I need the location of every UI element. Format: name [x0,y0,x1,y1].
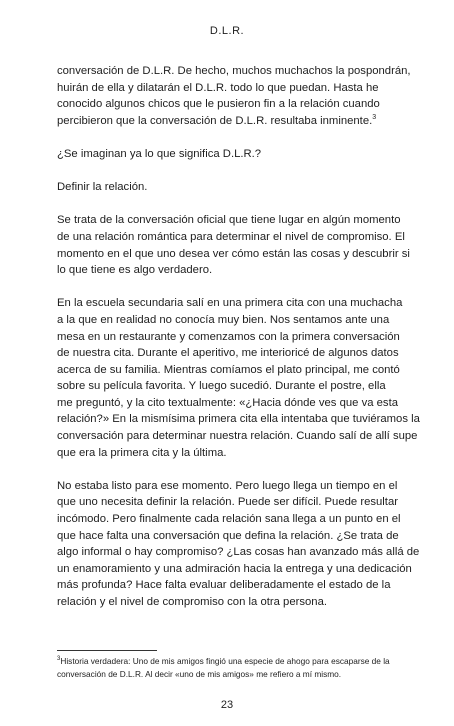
text-line: que era la primera cita y la última. [57,446,227,459]
text-line: de una relación romántica para determinar el nivel de compromiso. El [57,230,405,243]
page-number: 23 [220,699,234,711]
paragraph-2 [57,146,413,163]
text-line: que uno necesita definir la relación. Puede ser difícil. Puede resultar [57,496,398,509]
footnote-marker: 3 [57,656,61,663]
paragraph-1 [57,63,413,129]
running-header: D.L.R. [209,25,245,37]
text-line: conversación para determinar nuestra relación. Cuando salí de allí supe [57,430,418,443]
text-line: algo informal o hay compromiso? ¿Las cosas han avanzado más allá de [57,546,420,559]
text-line: No estaba listo para ese momento. Pero luego llega un tiempo en el [57,479,398,492]
text-line: que hace falta una conversación que defina la relación. ¿Se trata de [57,529,399,542]
footnote [57,655,427,681]
text-line: En la escuela secundaria salí en una primera cita con una muchacha [57,297,403,310]
text-line: ¿Se imaginan ya lo que significa D.L.R.? [57,147,262,160]
paragraph-3 [57,179,413,196]
text-line: a la que en realidad no conocía muy bien. Nos sentamos ante una [57,313,390,326]
body-text [57,63,420,627]
text-line: relación y el nivel de compromiso con la otra persona. [57,596,328,608]
text-line: huirán de ella y dilatarán el D.L.R. todo lo que puedan. Hasta he [57,81,379,94]
text-line: acerca de su familia. Mientras comíamos el plato principal, me contó [57,363,400,376]
text-line: incómodo. Pero finalmente cada relación sana llega a un punto en el [57,513,401,526]
paragraph-4 [57,212,413,278]
text-line: me preguntó, y la cito textualmente: «¿Hacia dónde ves que va esta [57,396,398,409]
text-line: conocido algunos chicos que le pusieron fin a la relación cuando [57,98,380,111]
text-line: relación?» En la mismísima primera cita ella intentaba que tuviéramos la [57,413,420,426]
footnote-line [57,655,427,668]
text-line: mesa en un restaurante y comenzamos con la primera conversación [57,330,400,343]
text-line: Se trata de la conversación oficial que tiene lugar en algún momento [57,214,401,227]
text-line: momento en el que uno desea ver cómo están las cosas y descubrir si [57,247,410,260]
text-line: de nuestra cita. Durante el aperitivo, me interioricé de algunos datos [57,347,399,360]
text-line: percibieron que la conversación de D.L.R. resultaba inminente. [57,114,373,127]
text-line-with-footnote [57,113,413,130]
footnote-divider [57,650,157,651]
footnote-line: conversación de D.L.R. Al decir «uno de mis amigos» me refiero a mí mismo. [57,669,342,679]
footnote-text: Historia verdadera: Uno de mis amigos fingió una especie de ahogo para escaparse de la [60,656,390,666]
text-line: conversación de D.L.R. De hecho, muchos muchachos la pospondrán, [57,65,411,77]
paragraph-6 [57,478,420,611]
footnote-reference: 3 [372,114,377,122]
text-line: un enamoramiento y una admiración hacia la entrega y una dedicación [57,562,412,575]
text-line: sobre su película favorita. Y luego sucedió. Durante el postre, ella [57,380,386,393]
text-line: lo que tiene es algo verdadero. [57,264,213,277]
text-line: Definir la relación. [57,181,148,194]
text-line: más profunda? Hace falta evaluar deliberadamente el estado de la [57,579,391,592]
paragraph-5 [57,295,420,461]
